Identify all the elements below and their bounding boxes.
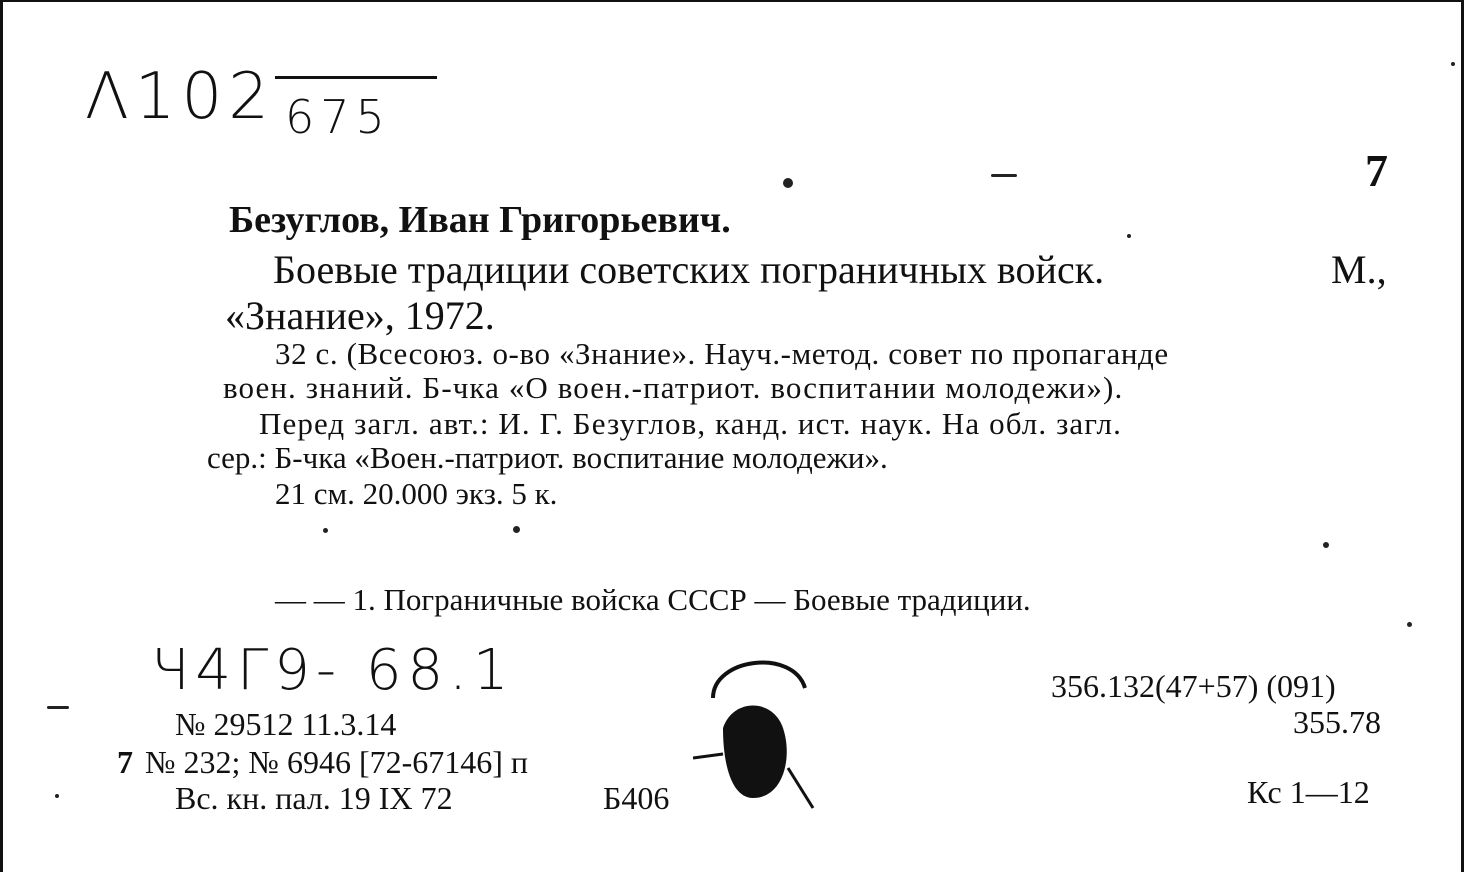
- handwritten-classification: Ч4Г9- 68.1: [151, 638, 515, 703]
- footer-code: Б406: [603, 780, 670, 816]
- footer-chamber-date: Вс. кн. пал. 19 IX 72: [175, 780, 453, 816]
- fraction-line: [275, 76, 437, 79]
- speck: [1127, 234, 1131, 238]
- speck: [323, 528, 328, 533]
- description-line-2: воен. знаний. Б-чка «О воен.-патриот. воспитании молодежи»).: [223, 370, 1124, 405]
- speck: [55, 794, 59, 798]
- author-heading: Безуглов, Иван Григорьевич.: [229, 199, 731, 241]
- description-line-4: сер.: Б-чка «Воен.-патриот. воспитание молодежи».: [207, 440, 888, 475]
- description-line-3: Перед загл. авт.: И. Г. Безуглов, канд. ист. наук. На обл. загл.: [259, 406, 1122, 441]
- speck: [47, 706, 69, 709]
- subject-heading: — — 1. Пограничные войска СССР — Боевые традиции.: [275, 582, 1031, 617]
- description-line-5: 21 см. 20.000 экз. 5 к.: [275, 476, 558, 511]
- speck: [991, 174, 1017, 177]
- speck: [783, 178, 793, 188]
- kc-number: Кс 1—12: [1247, 774, 1370, 810]
- description-line-1: 32 с. (Всесоюз. о-во «Знание». Науч.-метод. совет по пропаганде: [275, 336, 1169, 371]
- speck: [513, 526, 520, 533]
- footer-prefix-number: 7: [117, 744, 133, 780]
- udc-index-secondary: 355.78: [1293, 704, 1381, 740]
- handwritten-call-subnumber: 675: [285, 90, 391, 144]
- book-title-line-2: «Знание», 1972.: [225, 293, 495, 338]
- book-title-line-1: Боевые традиции советских пограничных войск.: [273, 247, 1105, 292]
- footer-registry: № 232; № 6946 [72-67146] п: [145, 744, 529, 780]
- speck: [1451, 62, 1455, 66]
- speck: [1407, 622, 1412, 627]
- publication-place: М.,: [1331, 247, 1387, 292]
- speck: [1323, 542, 1329, 548]
- udc-index: 356.132(47+57) (091): [1051, 668, 1336, 704]
- footer-accession: № 29512 11.3.14: [175, 706, 397, 742]
- punch-hole: [693, 648, 833, 818]
- card-number: 7: [1365, 145, 1388, 196]
- handwritten-call-number: Λ102: [85, 60, 275, 134]
